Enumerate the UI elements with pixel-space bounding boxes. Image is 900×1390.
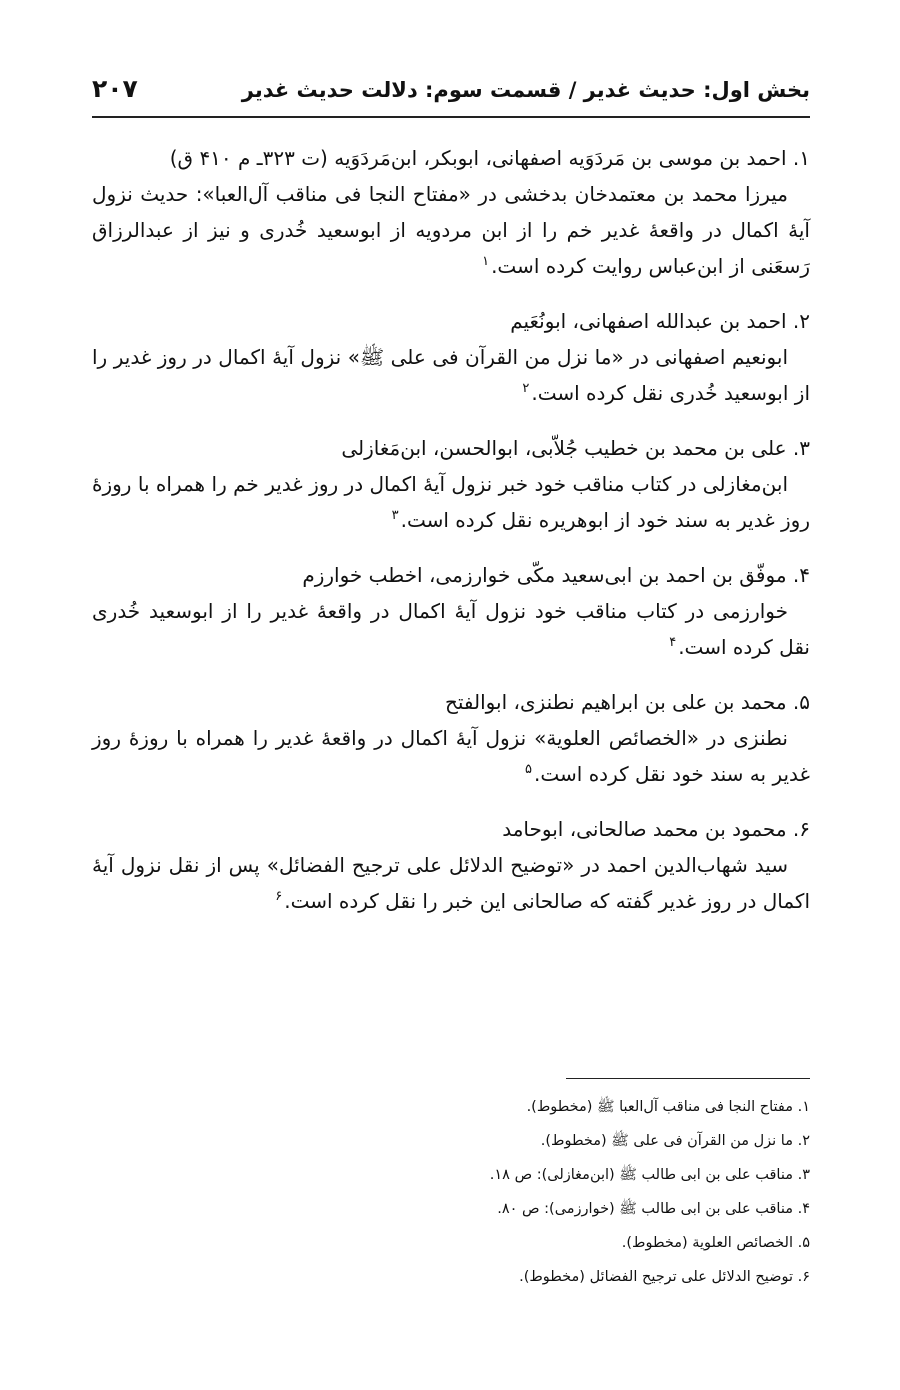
entry-paragraph: [92, 176, 810, 284]
footnote: ۵. الخصائص العلویة (مخطوط).: [621, 1235, 810, 1251]
entry-heading: ۳. علی بن محمد بن خطیب جُلاّبی، ابوالحسن، ابن‌مَغازلی: [341, 436, 810, 460]
footnote-reference: ۴: [669, 635, 677, 651]
book-page: [92, 0, 810, 1390]
footnote: ۱. مفتاح النجا فی مناقب آل‌العبا ﷺ (مخطوط).: [526, 1099, 810, 1115]
footnote: ۳. مناقب علی بن ابی طالب ﷺ (ابن‌مغازلی): ص ۱۸.: [489, 1167, 810, 1183]
entry-paragraph: [92, 847, 810, 919]
entry-paragraph: [92, 720, 810, 792]
entry-paragraph: [92, 593, 810, 665]
entry-heading: ۶. محمود بن محمد صالحانی، ابوحامد: [502, 817, 810, 841]
footnote: ۶. توضیح الدلائل علی ترجیح الفضائل (مخطوط).: [519, 1269, 810, 1285]
footnote-divider: [566, 1078, 810, 1079]
running-title: بخش اول: حدیث غدیر / قسمت سوم: دلالت حدیث غدیر: [241, 78, 810, 102]
entry-heading: ۵. محمد بن علی بن ابراهیم نطنزی، ابوالفتح: [444, 690, 810, 714]
entry-text: نطنزی در «الخصائص العلویة» نزول آیهٔ اکمال در واقعهٔ غدیر را همراه با روزهٔ روز غدیر به سند خود نقل کرده است.: [92, 726, 810, 786]
entry-paragraph: [92, 339, 810, 411]
entry: [92, 811, 810, 919]
entry: [92, 684, 810, 792]
entry-heading: ۴. موفّق بن احمد بن ابی‌سعید مکّی خوارزمی، اخطب خوارزم: [302, 563, 810, 587]
entry: [92, 557, 810, 665]
entry-heading: ۱. احمد بن موسی بن مَردَوَیه اصفهانی، ابوبکر، ابن‌مَردَوَیه (ت ۳۲۳ـ م ۴۱۰ ق): [169, 146, 810, 170]
running-header: [92, 68, 810, 118]
body-text: [92, 140, 810, 938]
footnote-reference: ۶: [275, 889, 283, 905]
entry-heading: ۲. احمد بن عبدالله اصفهانی، ابونُعَیم: [510, 309, 810, 333]
entry-text: خوارزمی در کتاب مناقب خود نزول آیهٔ اکمال در واقعهٔ غدیر را از ابوسعید خُدری نقل کرده است.: [92, 599, 810, 659]
footnote-reference: ۱: [482, 254, 490, 270]
footnote: ۴. مناقب علی بن ابی طالب ﷺ (خوارزمی): ص ۸۰.: [497, 1201, 810, 1217]
footnote: ۲. ما نزل من القرآن فی علی ﷺ (مخطوط).: [540, 1133, 810, 1149]
footnote-reference: ۳: [391, 508, 399, 524]
entry: [92, 140, 810, 284]
footnote-reference: ۵: [525, 762, 533, 778]
entry: [92, 303, 810, 411]
entry-text: سید شهاب‌الدین احمد در «توضیح الدلائل علی ترجیح الفضائل» پس از نقل نزول آیهٔ اکمال در روز غدیر گفته که صالحانی این خبر را نقل کرده است.: [92, 853, 810, 913]
entry-paragraph: [92, 466, 810, 538]
entry-text: ابونعیم اصفهانی در «ما نزل من القرآن فی علی ﷺ» نزول آیهٔ اکمال در روز غدیر را از ابوسعید خُدری نقل کرده است.: [92, 345, 810, 405]
entry-text: میرزا محمد بن معتمدخان بدخشی در «مفتاح النجا فی مناقب آل‌العبا»: حدیث نزول آیهٔ اکمال در واقعهٔ غدیر خم را از ابن مردویه از ابوسعید خُدری و نیز از عبدالرزاق رَسعَنی از ابن‌عباس روایت کرده است.: [92, 182, 810, 278]
entry-text: ابن‌مغازلی در کتاب مناقب خود خبر نزول آیهٔ اکمال در روز غدیر خم را همراه با روزهٔ روز غدیر به سند خود از ابوهریره نقل کرده است.: [92, 472, 810, 532]
footnote-reference: ۲: [522, 381, 530, 397]
entry: [92, 430, 810, 538]
footnotes-list: [92, 1090, 810, 1294]
page-number: ۲۰۷: [92, 74, 138, 103]
